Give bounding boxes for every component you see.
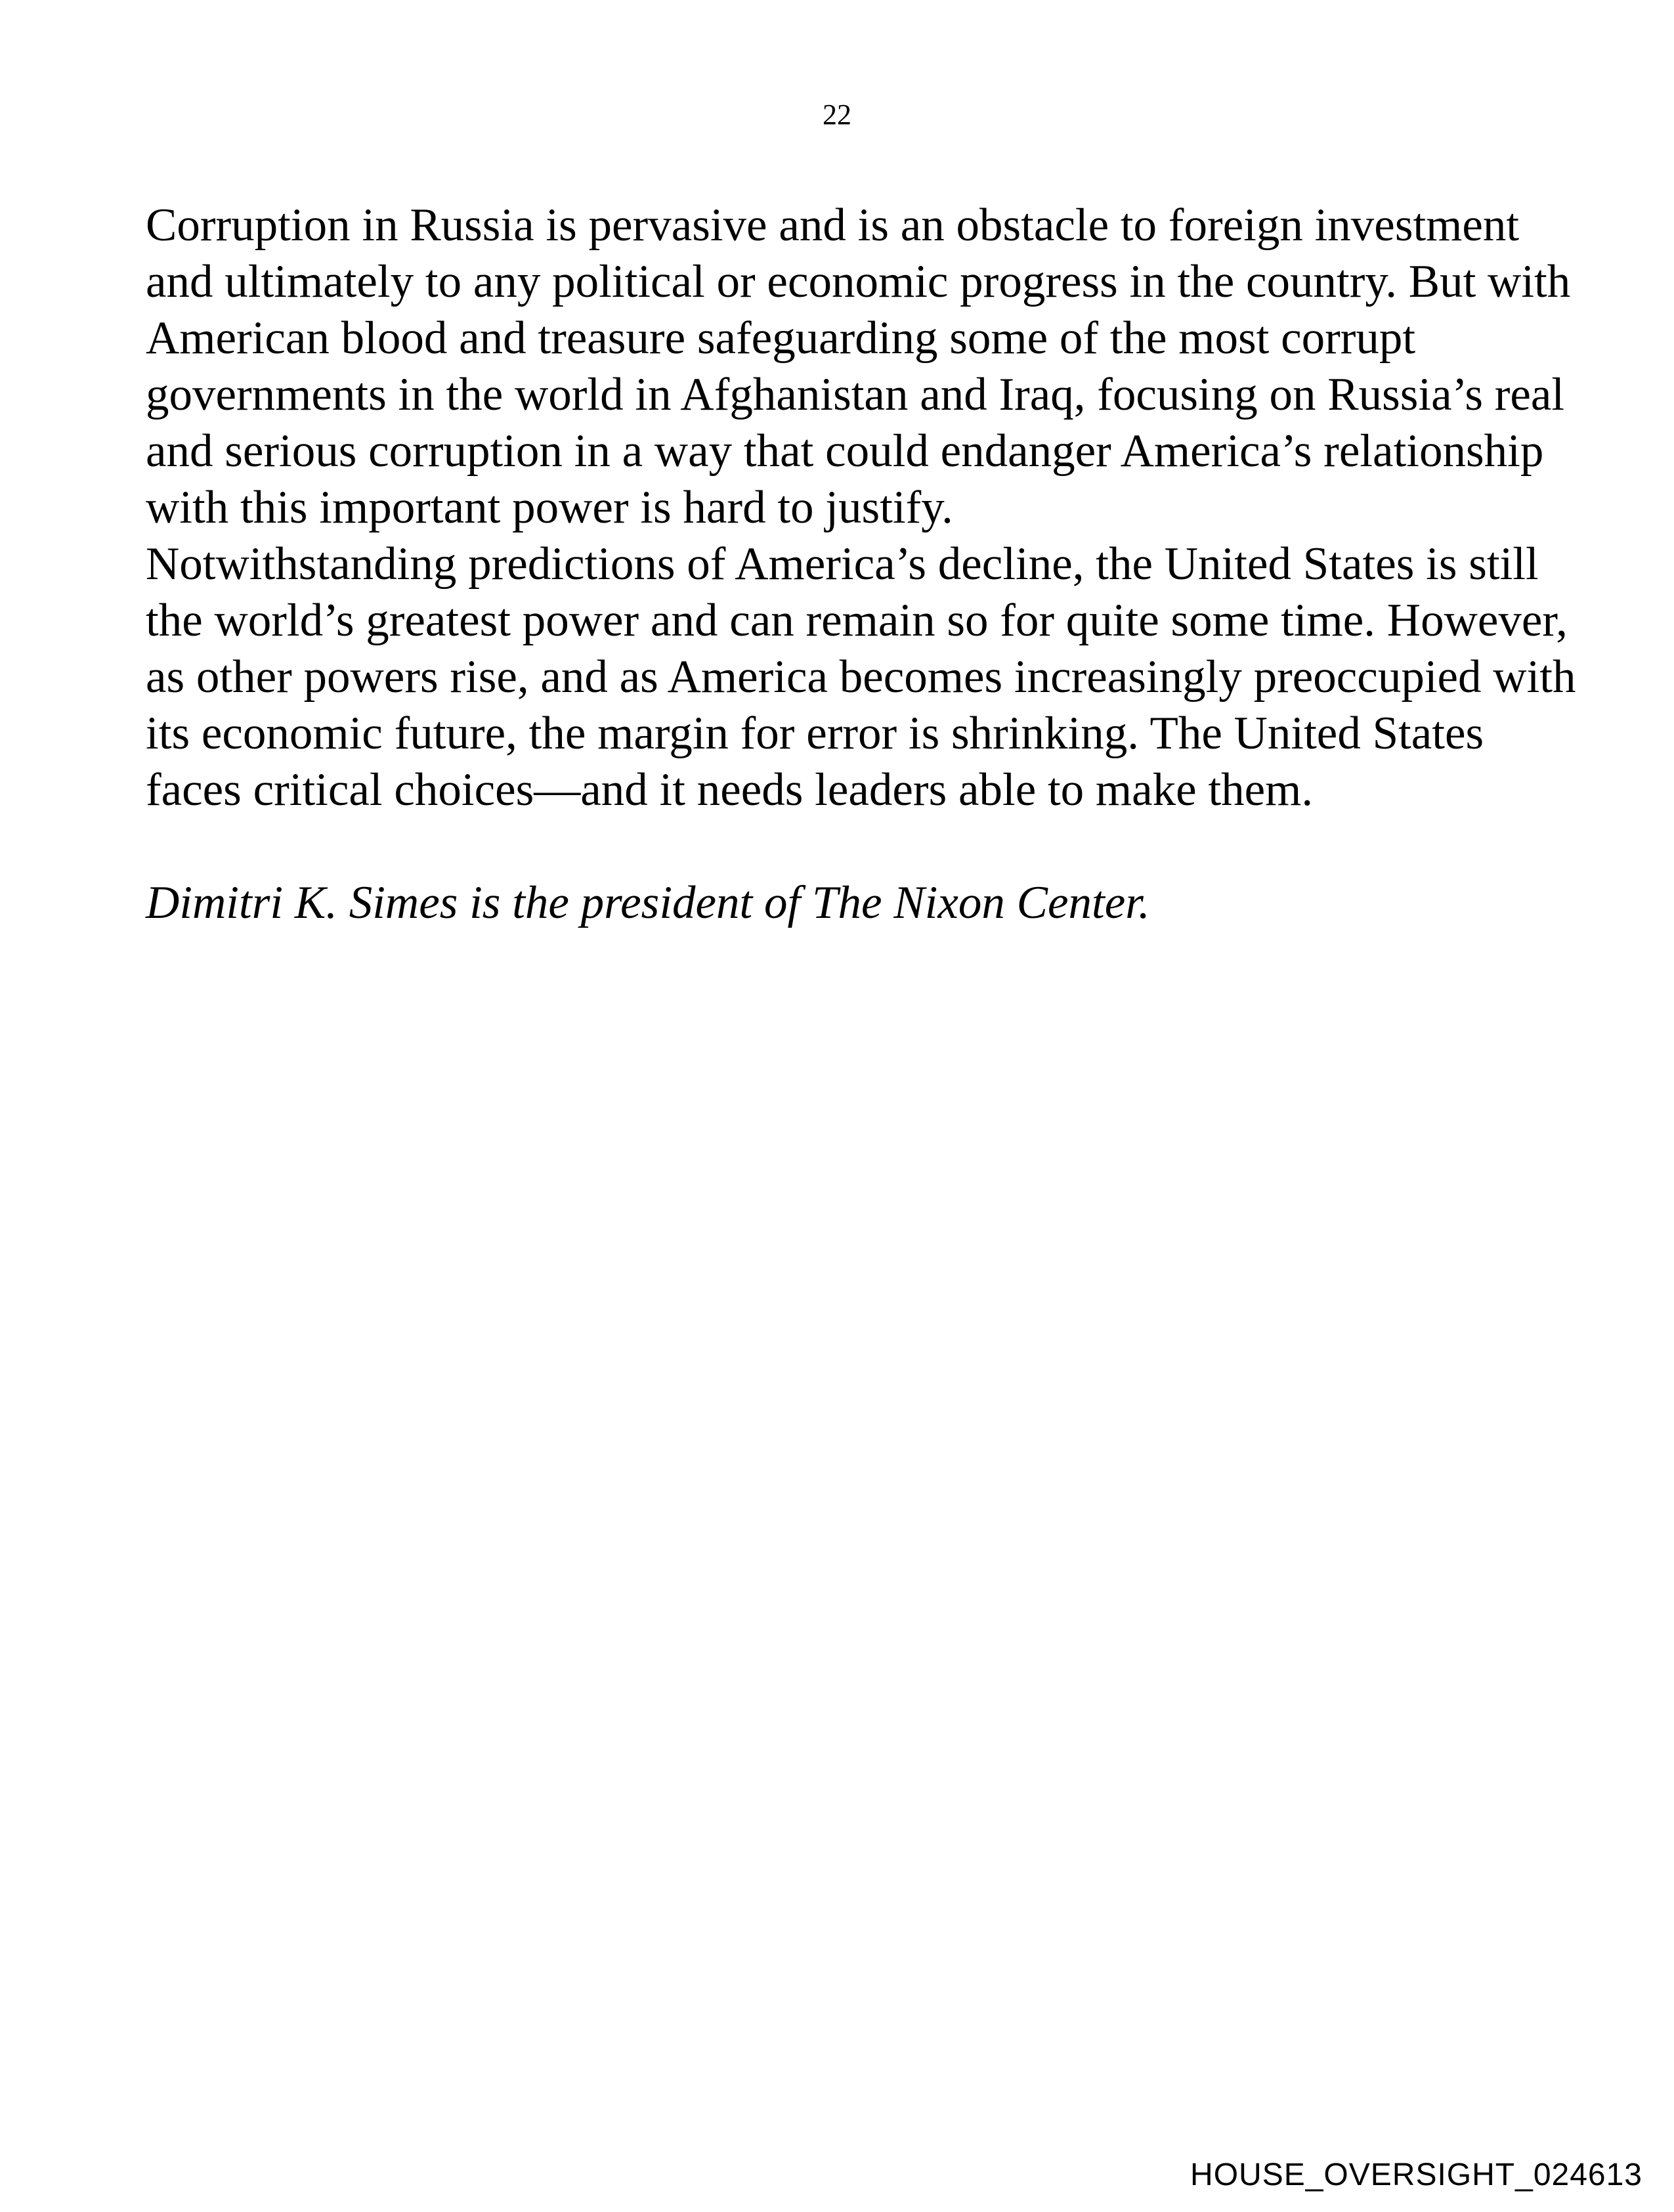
page-number: 22 (823, 98, 851, 131)
document-id: HOUSE_OVERSIGHT_024613 (1190, 2158, 1642, 2192)
paragraph: Corruption in Russia is pervasive and is an obstacle to foreign investment and ultimately to any political or economic progress in the country. But with American blood and treasure safeguarding some of the most corrupt governments in the world in Afghanistan and Iraq, focusing on Russia’s real and serious corruption in a way that could endanger America’s relationship with this important power is hard to justify. (146, 200, 1571, 533)
article-body (146, 197, 1577, 931)
paragraph: Notwithstanding predictions of America’s decline, the United States is still the world’s greatest power and can remain so for quite some time. However, as other powers rise, and as America becomes increasingly preoccupied with its economic future, the margin for error is shrinking. The United States faces critical choices—and it needs leaders able to make them. (146, 538, 1576, 815)
author-byline: Dimitri K. Simes is the president of The Nixon Center. (146, 877, 1150, 928)
